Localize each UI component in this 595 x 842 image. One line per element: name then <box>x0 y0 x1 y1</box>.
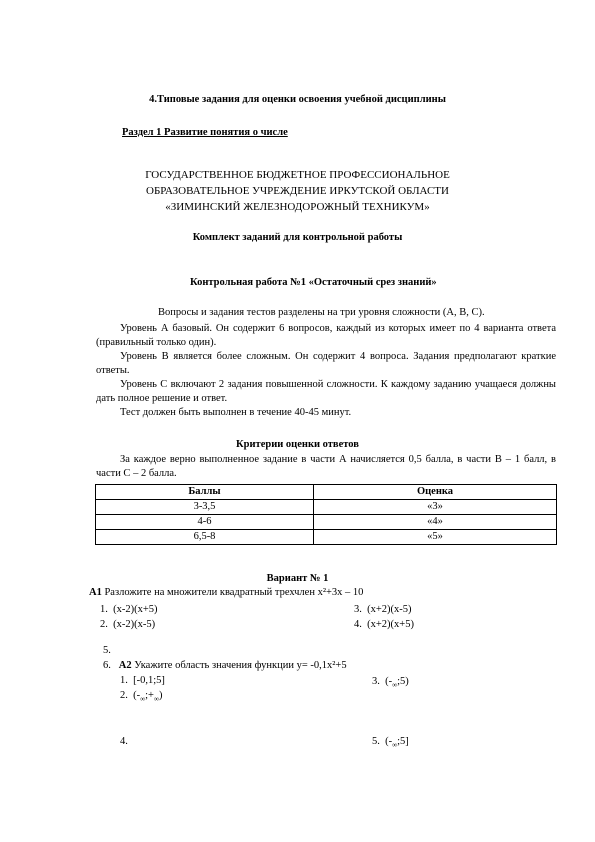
time-line: Тест должен быть выполнен в течение 40-45 минут. <box>120 407 352 418</box>
a1-option-1 <box>100 604 158 615</box>
table-row <box>96 530 557 545</box>
option-text: (x-2)(x-5) <box>113 619 156 630</box>
option-text: ;+ <box>145 690 154 701</box>
grading-table <box>95 484 557 545</box>
option-number: 1. <box>120 675 128 686</box>
option-text: (x-2)(x+5) <box>113 604 158 615</box>
option-text: (x+2)(x-5) <box>367 604 412 615</box>
a1-option-3 <box>354 604 412 615</box>
option-text: ) <box>158 690 163 701</box>
question-a1 <box>89 587 363 598</box>
org-line-1: ГОСУДАРСТВЕННОЕ БЮДЖЕТНОЕ ПРОФЕССИОНАЛЬНОЕ <box>145 169 450 181</box>
option-number: 2. <box>100 619 108 630</box>
option-text: (- <box>133 690 141 701</box>
work-title: Контрольная работа №1 «Остаточный срез знаний» <box>190 277 437 288</box>
table-header-cell: Оценка <box>314 485 557 500</box>
org-line-2: ОБРАЗОВАТЕЛЬНОЕ УЧРЕЖДЕНИЕ ИРКУТСКОЙ ОБЛАСТИ <box>146 185 449 197</box>
infinity-symbol: ∞ <box>140 695 146 703</box>
table-header-row <box>96 485 557 500</box>
option-number: 5. <box>372 736 380 747</box>
a2-option-1 <box>120 675 165 686</box>
criteria-text: За каждое верно выполненное задание в части А начисляется 0,5 балла, в части В – 1 балл, в части С – 2 балла. <box>96 454 556 479</box>
table-row <box>96 500 557 515</box>
criteria-paragraph <box>96 453 556 481</box>
option-text: [-0,1;5] <box>133 675 165 686</box>
criteria-title: Критерии оценки ответов <box>236 439 359 450</box>
infinity-symbol: ∞ <box>392 681 398 689</box>
kit-title: Комплект заданий для контрольной работы <box>192 232 403 243</box>
option-text: ;5] <box>397 736 409 747</box>
option-text: (- <box>385 736 393 747</box>
table-cell: «4» <box>314 515 557 530</box>
a2-option-3 <box>372 676 409 689</box>
org-line-3: «ЗИМИНСКИЙ ЖЕЛЕЗНОДОРОЖНЫЙ ТЕХНИКУМ» <box>165 201 430 213</box>
option-text: (- <box>385 676 393 687</box>
question-a1-text: Разложите на множители квадратный трехчлен x²+3x – 10 <box>101 587 364 598</box>
table-cell: «3» <box>314 500 557 515</box>
option-number: 2. <box>120 690 128 701</box>
item-6-number: 6. <box>103 660 111 671</box>
table-header-cell: Баллы <box>96 485 314 500</box>
table-row <box>96 515 557 530</box>
question-a2 <box>103 660 347 671</box>
table-cell: 3-3,5 <box>96 500 314 515</box>
razdel-heading: Раздел 1 Развитие понятия о числе <box>122 127 288 138</box>
variant-title: Вариант № 1 <box>266 573 329 584</box>
level-b-paragraph <box>96 350 556 378</box>
level-b-text: Уровень В является более сложным. Он содержит 4 вопроса. Задания предполагают краткие ответы. <box>96 351 556 376</box>
question-a1-label: А1 <box>89 587 102 598</box>
option-number: 1. <box>100 604 108 615</box>
infinity-symbol: ∞ <box>153 695 159 703</box>
a1-option-2 <box>100 619 155 630</box>
section-heading: 4.Типовые задания для оценки освоения учебной дисциплины <box>149 94 446 105</box>
option-number: 3. <box>372 676 380 687</box>
question-a2-label: А2 <box>118 660 132 671</box>
a1-option-4 <box>354 619 414 630</box>
table-cell: 6,5-8 <box>96 530 314 545</box>
a2-option-2 <box>120 690 162 703</box>
a2-option-5 <box>372 736 409 749</box>
item-5: 5. <box>103 645 111 656</box>
level-a-paragraph <box>96 322 556 350</box>
table-cell: «5» <box>314 530 557 545</box>
level-c-paragraph <box>96 378 556 406</box>
option-number: 3. <box>354 604 362 615</box>
option-text: ;5) <box>397 676 409 687</box>
infinity-symbol: ∞ <box>392 741 398 749</box>
question-a2-text: Укажите область значения функции y= -0,1x²+5 <box>131 660 347 671</box>
intro-line: Вопросы и задания тестов разделены на три уровня сложности (А, В, С). <box>158 307 485 318</box>
table-cell: 4-6 <box>96 515 314 530</box>
option-text: (x+2)(x+5) <box>367 619 414 630</box>
option-number: 4. <box>354 619 362 630</box>
level-a-text: Уровень А базовый. Он содержит 6 вопросов, каждый из которых имеет по 4 варианта ответа (правильный только один). <box>96 323 556 348</box>
level-c-text: Уровень С включают 2 задания повышенной сложности. К каждому заданию учащаеся должны дать полное решение и ответ. <box>96 379 556 404</box>
a2-option-4: 4. <box>120 736 128 747</box>
